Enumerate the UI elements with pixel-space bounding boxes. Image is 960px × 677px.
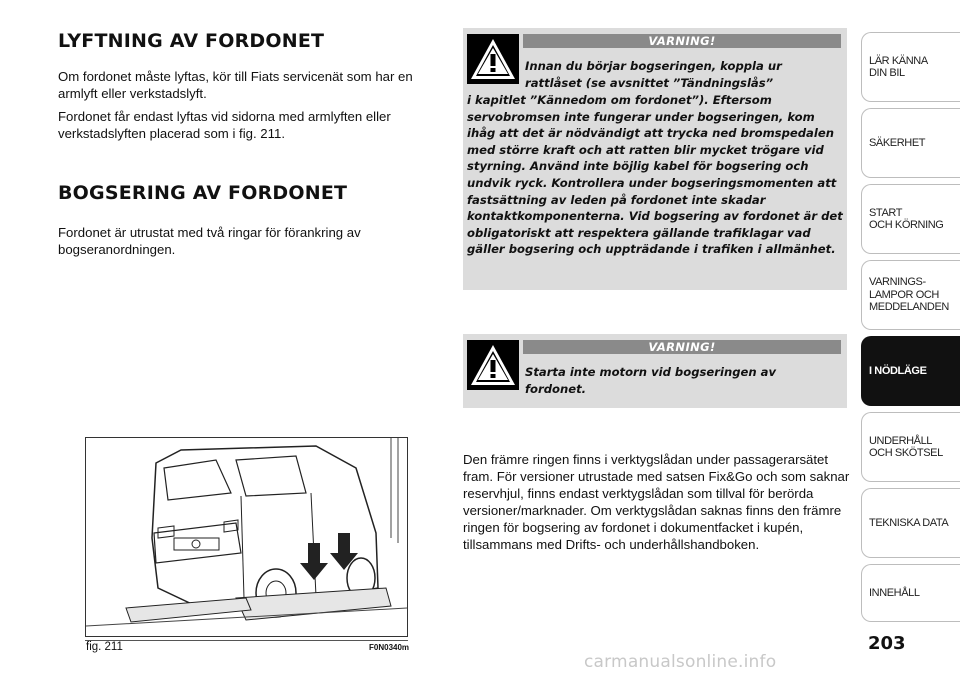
tab-tekniska-data[interactable]: TEKNISKA DATA	[861, 488, 960, 558]
warning-triangle-icon	[467, 340, 519, 390]
figure-code: F0N0340m	[369, 643, 410, 652]
van-illustration	[86, 438, 407, 636]
tab-varnings[interactable]: VARNINGS- LAMPOR OCH MEDDELANDEN	[861, 260, 960, 330]
warning-text-body: i kapitlet ”Kännedom om fordonet”). Eftersom servobromsen inte fungerar under bogseringen, kom ihåg att det är nödvändigt att trycka ned bromspedalen med större kraft och att ratten blir mycket trögare vid styrning. Använd inte böjlig kabel för bogsering och undvik ryck. Kontrollera under bogseringsmomenten att fastsättning av leden på fordonet inte skadar kontaktkomponenterna. Vid bogsering av fordonet är det obligatoriskt att respektera gällande trafiklagar vad gäller bogsering och uppträdande i trafiken i allmänhet.	[467, 93, 843, 257]
warning-text-intro: Innan du börjar bogseringen, koppla ur rattlåset (se avsnittet ”Tändningslås”	[525, 59, 782, 90]
warning-triangle-icon	[467, 34, 519, 84]
watermark: carmanualsonline.info	[584, 652, 777, 672]
warning-text-engine: Starta inte motorn vid bogseringen av fordonet.	[525, 365, 777, 396]
tab-start[interactable]: START OCH KÖRNING	[861, 184, 960, 254]
warning-label: VARNING!	[523, 34, 841, 48]
warning-box-engine	[463, 334, 847, 408]
tab-i-nodlage[interactable]: I NÖDLÄGE	[861, 336, 960, 406]
figure-caption: fig. 211	[86, 641, 123, 653]
figure-rule	[85, 640, 408, 641]
warning-box-towing	[463, 28, 847, 290]
warning-label: VARNING!	[523, 340, 841, 354]
section-title-lifting: LYFTNING AV FORDONET	[58, 30, 325, 52]
tab-innehall[interactable]: INNEHÅLL	[861, 564, 960, 622]
section-title-towing: BOGSERING AV FORDONET	[58, 182, 348, 204]
towing-paragraph: Fordonet är utrustat med två ringar för förankring av bogseranordningen.	[58, 225, 361, 257]
page-number: 203	[868, 633, 906, 654]
tab-underhall[interactable]: UNDERHÅLL OCH SKÖTSEL	[861, 412, 960, 482]
lifting-paragraph-1: Om fordonet måste lyftas, kör till Fiats servicenät som har en armlyft eller verkstadslyft.	[58, 69, 413, 101]
lifting-paragraph-2: Fordonet får endast lyftas vid sidorna med armlyften eller verkstadslyften placerad som i fig. 211.	[58, 109, 391, 141]
tab-lar-kanna[interactable]: LÄR KÄNNA DIN BIL	[861, 32, 960, 102]
figure-van-lift	[85, 437, 408, 637]
front-ring-paragraph: Den främre ringen finns i verktygslådan under passagerarsätet fram. För versioner utrustade med satsen Fix&Go och som saknar reservhjul, finns endast verktygslådan som tillval för berörda versioner/marknader. Om verktygslådan saknas finns den främre ringen för bogsering av fordonet i dokumentfacket i kupén, tillsammans med Drifts- och underhållshandboken.	[463, 452, 850, 552]
tab-sakerhet[interactable]: SÄKERHET	[861, 108, 960, 178]
